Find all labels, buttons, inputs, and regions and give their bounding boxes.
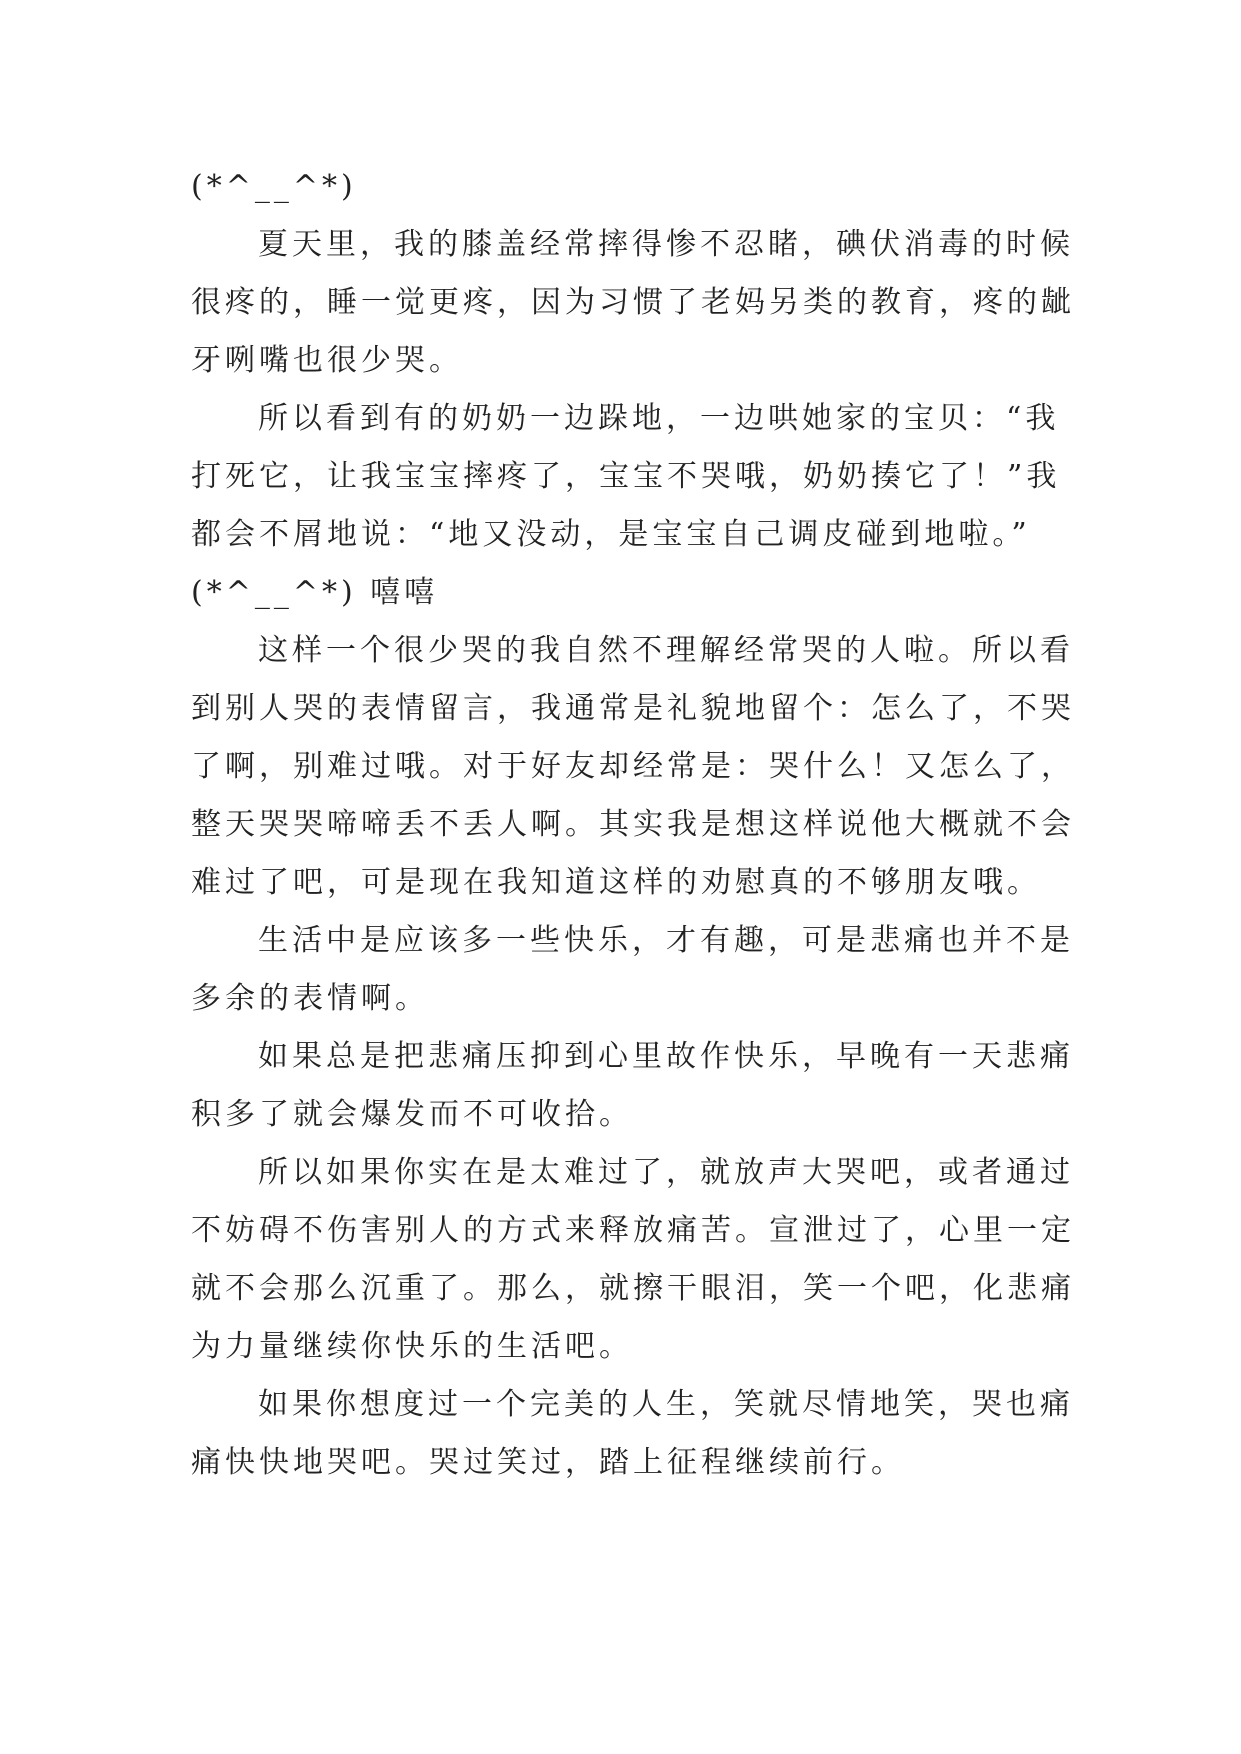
text-line: 所以如果你实在是太难过了，就放声大哭吧，或者通过 (258, 1155, 1074, 1190)
text-line: (*^__^*) 嘻嘻 (191, 575, 439, 610)
text-line: 牙咧嘴也很少哭。 (191, 343, 463, 378)
text-line: 痛快快地哭吧。哭过笑过，踏上征程继续前行。 (191, 1445, 905, 1480)
text-line: 难过了吧，可是现在我知道这样的劝慰真的不够朋友哦。 (191, 865, 1041, 900)
paragraph-4 (191, 622, 1075, 912)
text-line: 都会不屑地说：“地又没动，是宝宝自己调皮碰到地啦。” (191, 517, 1031, 552)
text-line: 积多了就会爆发而不可收拾。 (191, 1097, 633, 1132)
paragraph-8 (191, 1376, 1074, 1492)
text-line: 整天哭哭啼啼丢不丢人啊。其实我是想这样说他大概就不会 (191, 807, 1075, 842)
text-line: 了啊，别难过哦。对于好友却经常是：哭什么！又怎么了， (191, 749, 1075, 784)
text-line: 夏天里，我的膝盖经常摔得惨不忍睹，碘伏消毒的时候 (258, 227, 1074, 262)
paragraph-6 (191, 1028, 1074, 1144)
text-line: 为力量继续你快乐的生活吧。 (191, 1329, 633, 1364)
paragraph-2 (191, 216, 1075, 390)
text-line: 多余的表情啊。 (191, 981, 429, 1016)
text-line: 就不会那么沉重了。那么，就擦干眼泪，笑一个吧，化悲痛 (191, 1271, 1075, 1306)
text-line: 不妨碍不伤害别人的方式来释放痛苦。宣泄过了，心里一定 (191, 1213, 1075, 1248)
paragraph-5 (191, 912, 1074, 1028)
paragraph-3 (191, 390, 1071, 622)
text-line: (*^__^*) (191, 169, 357, 204)
document-body (191, 158, 1075, 1492)
text-line: 这样一个很少哭的我自然不理解经常哭的人啦。所以看 (258, 633, 1074, 668)
text-line: 打死它，让我宝宝摔疼了，宝宝不哭哦，奶奶揍它了！”我 (191, 459, 1061, 494)
paragraph-7 (191, 1144, 1075, 1376)
text-line: 所以看到有的奶奶一边跺地，一边哄她家的宝贝：“我 (258, 401, 1060, 436)
text-line: 很疼的，睡一觉更疼，因为习惯了老妈另类的教育，疼的龇 (191, 285, 1075, 320)
text-line: 如果你想度过一个完美的人生，笑就尽情地笑，哭也痛 (258, 1387, 1074, 1422)
text-line: 到别人哭的表情留言，我通常是礼貌地留个：怎么了，不哭 (191, 691, 1075, 726)
text-line: 如果总是把悲痛压抑到心里故作快乐，早晚有一天悲痛 (258, 1039, 1074, 1074)
text-line: 生活中是应该多一些快乐，才有趣，可是悲痛也并不是 (258, 923, 1074, 958)
paragraph-1 (191, 158, 1071, 216)
